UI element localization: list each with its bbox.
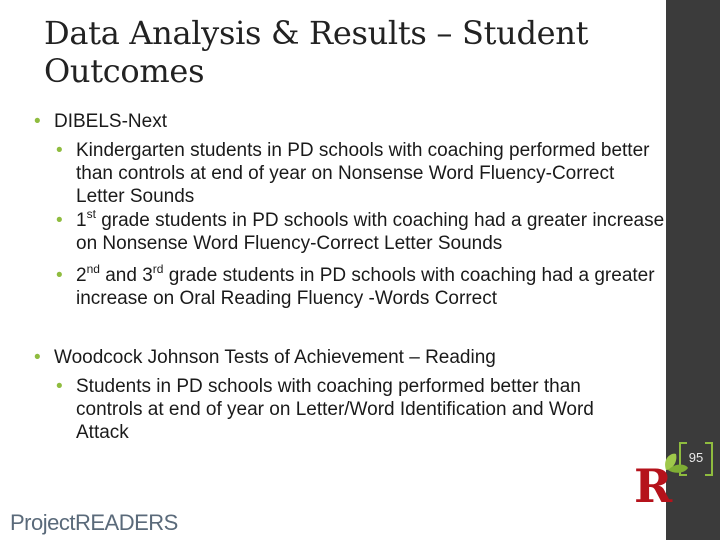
bullet-dibels	[34, 110, 634, 133]
bullet-dot: •	[56, 140, 63, 161]
sub-bullet-second-third-grade	[56, 261, 656, 310]
bullet-dot: •	[34, 347, 41, 368]
bullet-text: DIBELS-Next	[54, 111, 167, 132]
sub-bullet-first-grade	[56, 206, 666, 255]
page-number: 95	[688, 450, 704, 465]
sub-bullet-text: 2nd and 3rd grade students in PD schools with coaching had a greater increase on Oral Reading Fluency -Words Correct	[76, 261, 655, 309]
bullet-text: Woodcock Johnson Tests of Achievement – Reading	[54, 347, 496, 368]
bullet-woodcock-johnson	[34, 346, 654, 369]
sub-bullet-pd-schools	[56, 375, 646, 444]
r-letter: R	[634, 459, 673, 504]
sub-bullet-kindergarten	[56, 139, 660, 208]
project-readers-logo	[10, 512, 178, 534]
r-leaf-logo-icon	[632, 448, 692, 504]
logo-text-project: Project	[10, 510, 75, 535]
slide-title: Data Analysis & Results – Student Outcomes	[44, 14, 589, 90]
bullet-dot: •	[56, 265, 63, 286]
bullet-dot: •	[34, 111, 41, 132]
bullet-dot: •	[56, 210, 63, 231]
sub-bullet-text: 1st grade students in PD schools with coaching had a greater increase on Nonsense Word Fluency-Correct Letter Sounds	[76, 206, 665, 254]
bullet-dot: •	[56, 376, 63, 397]
bracket-right	[705, 442, 713, 476]
sub-bullet-text: Students in PD schools with coaching performed better than controls at end of year on Letter/Word Identification and Word Attack	[76, 376, 594, 443]
logo-text-readers: READERS	[74, 510, 178, 535]
sub-bullet-text: Kindergarten students in PD schools with coaching performed better than controls at end of year on Nonsense Word Fluency-Correct Letter Sounds	[76, 140, 650, 207]
